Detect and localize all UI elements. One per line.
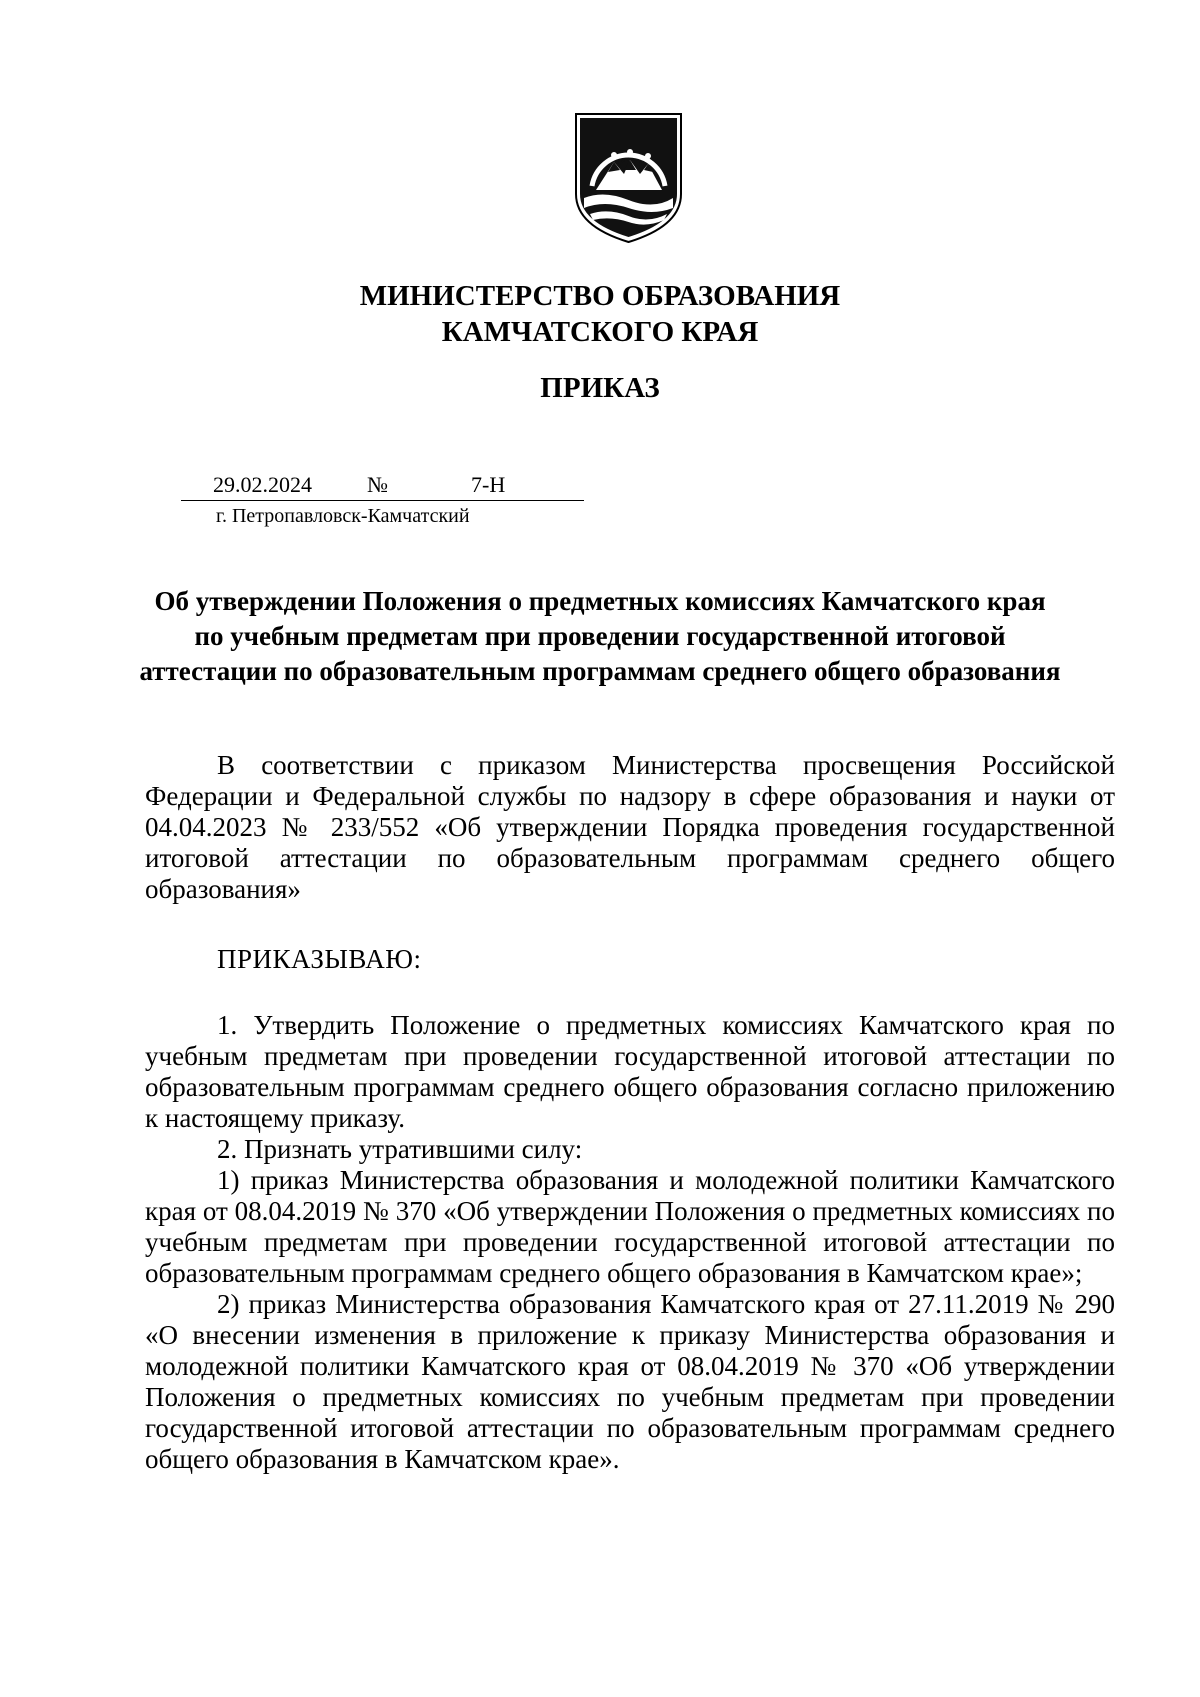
kamchatka-coat-of-arms-icon (574, 112, 683, 244)
order-subject-line2: по учебным предметам при проведении государственной итоговой (194, 621, 1006, 651)
preamble-paragraph: В соответствии с приказом Министерства просвещения Российской Федерации и Федеральной службы по надзору в сфере образования и науки от 04.04.2023 № 233/552 «Об утверждении Порядка проведения государственной итоговой аттестации по образовательным программам среднего общего образования» (145, 750, 1115, 904)
order-item-2: 2. Признать утратившими силу: (217, 1134, 583, 1164)
ministry-name (0, 278, 1200, 350)
order-city: г. Петропавловск-Камчатский (216, 505, 470, 527)
order-subject-line1: Об утверждении Положения о предметных комиссиях Камчатского края (154, 586, 1046, 616)
ministry-name-line1: МИНИСТЕРСТВО ОБРАЗОВАНИЯ (359, 280, 841, 312)
order-word: ПРИКАЗЫВАЮ: (217, 944, 422, 974)
order-subject-line3: аттестации по образовательным программам среднего общего образования (139, 656, 1061, 686)
ministry-name-line2: КАМЧАТСКОГО КРАЯ (441, 316, 759, 348)
order-items (145, 1010, 1115, 1475)
preamble (145, 750, 1115, 905)
order-date-number-row (181, 470, 584, 501)
order-number-sign: № (367, 472, 388, 497)
order-subject (0, 584, 1200, 689)
order-number: 7-Н (471, 472, 506, 497)
order-item-2-1: 1) приказ Министерства образования и молодежной политики Камчатского края от 08.04.2019 № 370 «Об утверждении Положения о предметных комиссиях по учебным предметам при проведении государственной итоговой аттестации по образовательным программам среднего общего образования в Камчатском крае»; (145, 1165, 1115, 1288)
document-type-title: ПРИКАЗ (540, 372, 660, 404)
order-item-2-2: 2) приказ Министерства образования Камчатского края от 27.11.2019 № 290 «О внесении изменения в приложение к приказу Министерства образования и молодежной политики Камчатского края от 08.04.2019 № 370 «Об утверждении Положения о предметных комиссиях по учебным предметам при проведении государственной итоговой аттестации по образовательным программам среднего общего образования в Камчатском крае». (145, 1289, 1115, 1474)
order-item-1: 1. Утвердить Положение о предметных комиссиях Камчатского края по учебным предметам при проведении государственной итоговой аттестации по образовательным программам среднего общего образования согласно приложению к настоящему приказу. (145, 1010, 1115, 1133)
order-date: 29.02.2024 (213, 472, 312, 497)
